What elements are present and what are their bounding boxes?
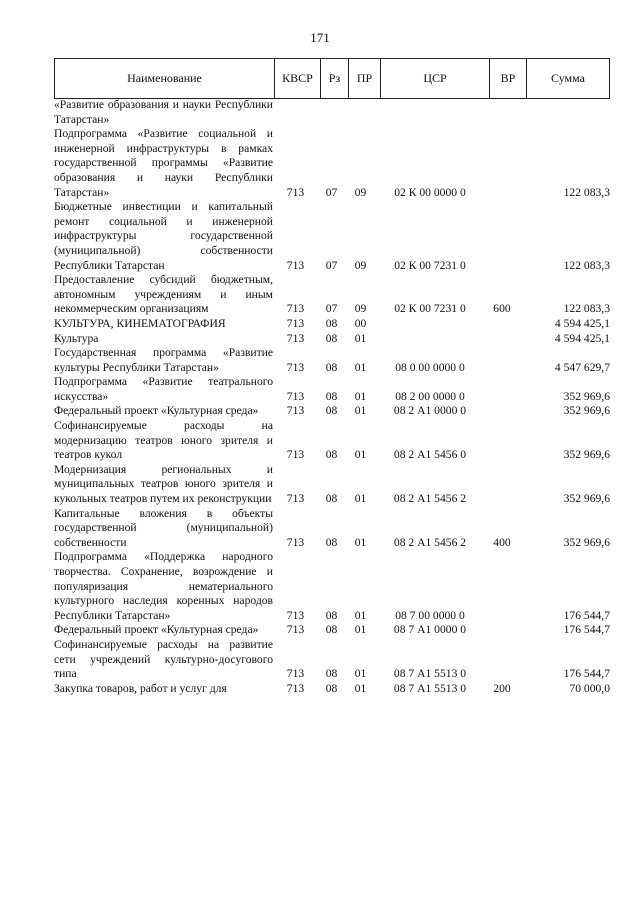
table-header xyxy=(54,58,610,99)
cell-csr: 08 2 А1 5456 2 xyxy=(393,535,467,549)
cell-kvsr: 713 xyxy=(286,389,305,403)
cell-pr: 01 xyxy=(354,681,367,695)
cell-csr: 02 К 00 0000 0 xyxy=(394,185,466,199)
cell-vr: 400 xyxy=(493,535,511,549)
cell-rz: 08 xyxy=(325,360,338,374)
cell-pr: 09 xyxy=(354,185,367,199)
cell-pr: 01 xyxy=(354,492,367,506)
cell-csr: 08 7 00 0000 0 xyxy=(395,608,465,622)
cell-csr: 02 К 00 7231 0 xyxy=(394,302,466,316)
cell-sum: 70 000,0 xyxy=(569,681,610,695)
cell-kvsr: 713 xyxy=(286,535,305,549)
table-row xyxy=(54,638,610,682)
cell-name: Федеральный проект «Культурная среда» xyxy=(54,404,259,418)
cell-vr xyxy=(484,127,520,200)
cell-rz: 07 xyxy=(325,302,338,316)
cell-pr: 01 xyxy=(354,389,367,403)
cell-sum: 122 083,3 xyxy=(563,302,610,316)
cell-vr: 600 xyxy=(493,302,511,316)
cell-kvsr: 713 xyxy=(286,258,305,272)
cell-rz: 08 xyxy=(325,404,338,418)
cell-rz: 08 xyxy=(325,331,338,345)
cell-name: Закупка товаров, работ и услуг для xyxy=(54,681,227,695)
table-row xyxy=(54,550,610,623)
table-row xyxy=(54,404,610,419)
table-row xyxy=(54,375,610,404)
cell-name: Капитальные вложения в объекты государственной (муниципальной) собственности xyxy=(54,506,273,549)
cell-pr xyxy=(345,98,376,127)
cell-vr xyxy=(484,404,520,419)
header-vr: ВР xyxy=(490,59,527,99)
header-csr: ЦСР xyxy=(381,59,490,99)
cell-kvsr: 713 xyxy=(286,404,305,418)
cell-rz: 08 xyxy=(325,448,338,462)
cell-vr xyxy=(484,200,520,273)
cell-name: Софинансируемые расходы на развитие сети учреждений культурно-досугового типа xyxy=(54,637,273,681)
cell-sum: 4 594 425,1 xyxy=(554,331,610,345)
header-name: Наименование xyxy=(55,59,275,99)
cell-name: «Развитие образования и науки Республики Татарстан» xyxy=(54,98,273,126)
cell-kvsr: 713 xyxy=(286,185,305,199)
cell-csr xyxy=(376,317,484,332)
cell-kvsr: 713 xyxy=(286,331,305,345)
cell-name: Бюджетные инвестиции и капитальный ремонт социальной и инженерной инфраструктуры государственной (муниципальной) собственности Республики Татарстан xyxy=(54,200,273,272)
cell-kvsr: 713 xyxy=(286,608,305,622)
cell-rz: 07 xyxy=(325,258,338,272)
cell-name: Культура xyxy=(54,331,99,345)
cell-csr: 08 0 00 0000 0 xyxy=(395,360,465,374)
budget-table xyxy=(54,98,610,696)
cell-pr: 01 xyxy=(354,623,367,637)
cell-kvsr: 713 xyxy=(286,623,305,637)
cell-sum: 176 544,7 xyxy=(563,667,610,681)
table-row xyxy=(54,273,610,317)
cell-name: Подпрограмма «Развитие театрального искусства» xyxy=(54,375,273,403)
table-row xyxy=(54,332,610,347)
cell-pr: 01 xyxy=(354,667,367,681)
cell-rz xyxy=(318,98,345,127)
cell-rz: 08 xyxy=(325,608,338,622)
table-row xyxy=(54,317,610,332)
cell-vr xyxy=(484,419,520,463)
cell-sum: 352 969,6 xyxy=(563,535,610,549)
cell-sum: 4 594 425,1 xyxy=(554,316,610,330)
table-row xyxy=(54,127,610,200)
cell-vr: 200 xyxy=(493,681,511,695)
header-pr: ПР xyxy=(349,59,381,99)
cell-name: КУЛЬТУРА, КИНЕМАТОГРАФИЯ xyxy=(54,316,226,330)
cell-kvsr xyxy=(273,98,318,127)
cell-csr xyxy=(376,332,484,347)
cell-pr: 01 xyxy=(354,448,367,462)
cell-kvsr: 713 xyxy=(286,667,305,681)
header-sum: Сумма xyxy=(527,59,610,99)
cell-sum: 352 969,6 xyxy=(563,404,610,418)
cell-pr: 01 xyxy=(354,331,367,345)
cell-pr: 01 xyxy=(354,404,367,418)
page-number: 171 xyxy=(310,30,330,45)
cell-name: Софинансируемые расходы на модернизацию театров юного зрителя и театров кукол xyxy=(54,419,273,462)
cell-csr xyxy=(376,98,484,127)
cell-vr xyxy=(484,463,520,507)
cell-rz: 08 xyxy=(325,492,338,506)
cell-pr: 00 xyxy=(354,316,367,330)
cell-sum: 122 083,3 xyxy=(563,185,610,199)
table-row xyxy=(54,98,610,127)
cell-name: Подпрограмма «Развитие социальной и инженерной инфраструктуры в рамках государственной программы «Развитие образования и науки Республики Татарстан» xyxy=(54,127,273,199)
cell-csr: 08 2 А1 5456 2 xyxy=(393,492,467,506)
table-row xyxy=(54,682,610,697)
header-rz: Рз xyxy=(321,59,349,99)
cell-pr: 01 xyxy=(354,360,367,374)
table-row xyxy=(54,346,610,375)
cell-rz: 07 xyxy=(325,185,338,199)
cell-csr: 08 7 А1 5513 0 xyxy=(393,667,467,681)
cell-csr: 08 7 А1 0000 0 xyxy=(393,623,467,637)
cell-kvsr: 713 xyxy=(286,316,305,330)
cell-rz: 08 xyxy=(325,667,338,681)
cell-vr xyxy=(484,550,520,623)
cell-csr: 08 2 А1 5456 0 xyxy=(393,448,467,462)
cell-vr xyxy=(484,638,520,682)
cell-sum: 352 969,6 xyxy=(563,389,610,403)
cell-sum: 4 547 629,7 xyxy=(554,360,610,374)
cell-csr: 08 2 00 0000 0 xyxy=(395,389,465,403)
table-row xyxy=(54,419,610,463)
cell-sum: 122 083,3 xyxy=(563,258,610,272)
cell-csr: 08 2 А1 0000 0 xyxy=(393,404,467,418)
cell-vr xyxy=(484,346,520,375)
cell-sum xyxy=(520,98,610,127)
cell-name: Государственная программа «Развитие культуры Республики Татарстан» xyxy=(54,346,273,374)
cell-sum: 352 969,6 xyxy=(563,492,610,506)
cell-sum: 176 544,7 xyxy=(563,623,610,637)
table-row xyxy=(54,463,610,507)
cell-sum: 352 969,6 xyxy=(563,448,610,462)
cell-pr: 01 xyxy=(354,608,367,622)
cell-sum: 176 544,7 xyxy=(563,608,610,622)
cell-vr xyxy=(484,332,520,347)
table-row xyxy=(54,200,610,273)
cell-kvsr: 713 xyxy=(286,681,305,695)
cell-name: Федеральный проект «Культурная среда» xyxy=(54,623,259,637)
cell-name: Подпрограмма «Поддержка народного творчества. Сохранение, возрождение и популяризация нематериального культурного наследия коренных народов Республики Татарстан» xyxy=(54,550,273,622)
cell-vr xyxy=(484,98,520,127)
header-kvsr: КВСР xyxy=(275,59,321,99)
cell-kvsr: 713 xyxy=(286,448,305,462)
cell-rz: 08 xyxy=(325,316,338,330)
cell-vr xyxy=(484,375,520,404)
cell-name: Предоставление субсидий бюджетным, автономным учреждениям и иным некоммерческим организациям xyxy=(54,273,273,316)
table-row xyxy=(54,623,610,638)
cell-vr xyxy=(484,623,520,638)
cell-csr: 02 К 00 7231 0 xyxy=(394,258,466,272)
cell-pr: 01 xyxy=(354,535,367,549)
cell-kvsr: 713 xyxy=(286,492,305,506)
cell-rz: 08 xyxy=(325,389,338,403)
cell-csr: 08 7 А1 5513 0 xyxy=(393,681,467,695)
cell-rz: 08 xyxy=(325,535,338,549)
cell-rz: 08 xyxy=(325,623,338,637)
cell-kvsr: 713 xyxy=(286,360,305,374)
cell-pr: 09 xyxy=(354,258,367,272)
cell-pr: 09 xyxy=(354,302,367,316)
cell-name: Модернизация региональных и муниципальных театров юного зрителя и кукольных театров путем их реконструкции xyxy=(54,462,273,506)
table-row xyxy=(54,507,610,551)
cell-kvsr: 713 xyxy=(286,302,305,316)
cell-vr xyxy=(484,317,520,332)
cell-rz: 08 xyxy=(325,681,338,695)
